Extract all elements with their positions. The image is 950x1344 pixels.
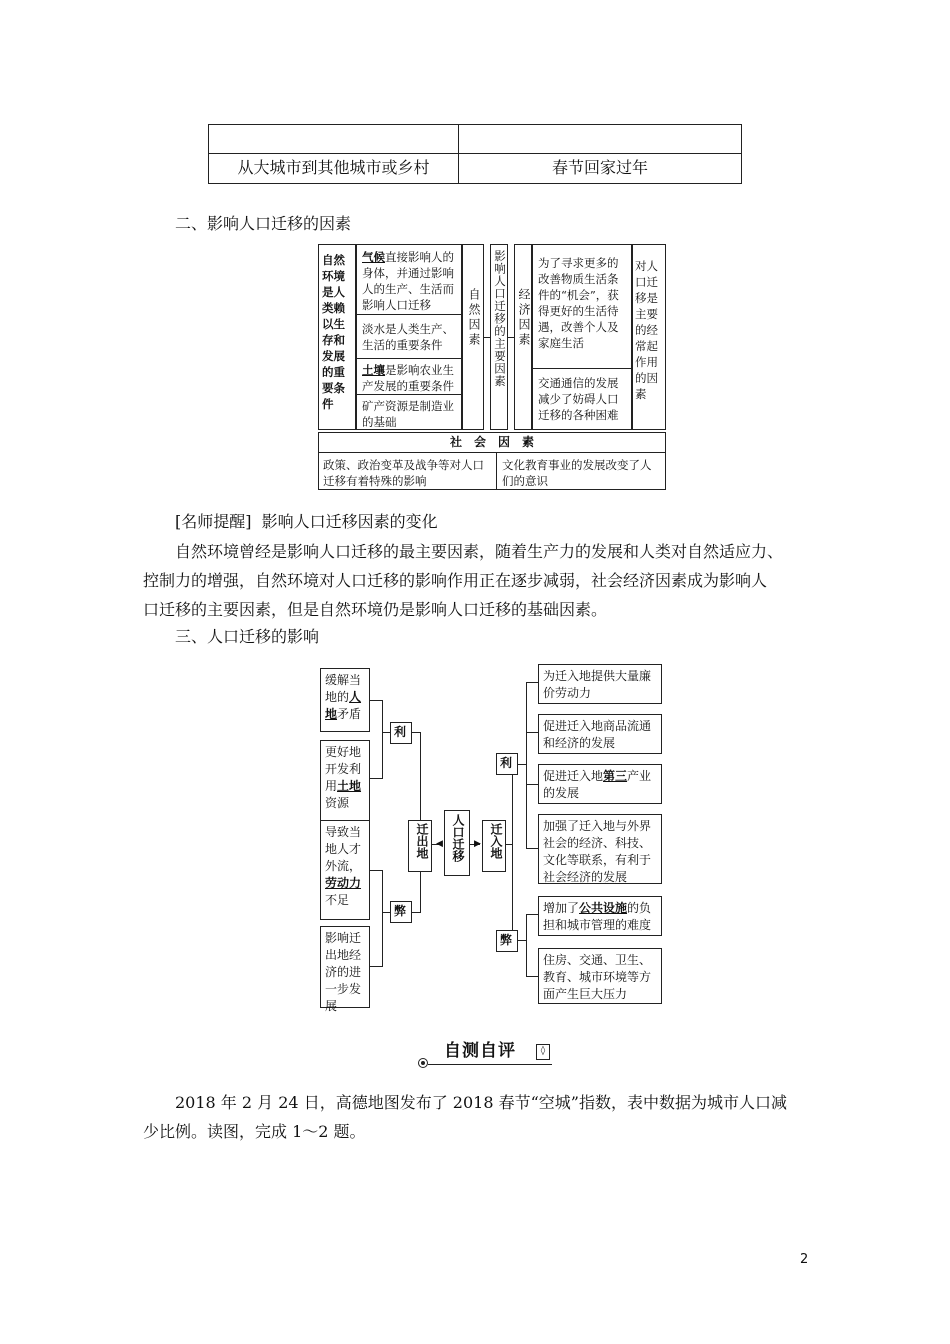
in-con-label: 弊	[496, 930, 518, 952]
tip-tag: [名师提醒]	[175, 512, 252, 531]
natural-item: 气候直接影响人的身体，并通过影响人的生产、生活而影响人口迁移	[362, 250, 454, 312]
out-con-item: 影响迁 出地经 济的进 一步发 展	[320, 926, 370, 1008]
social-item: 政策、政治变革及战争等对人口迁移有着特殊的影响	[323, 458, 484, 488]
bulb-icon: ◊	[536, 1044, 550, 1060]
section-heading: 二、影响人口迁移的因素	[175, 214, 352, 233]
tip-title: 影响人口迁移因素的变化	[261, 512, 438, 531]
self-test-banner	[418, 1040, 558, 1070]
natural-item: 淡水是人类生产、生活的重要条件	[362, 322, 454, 352]
table-cell: 从大城市到其他城市或乡村	[237, 158, 430, 177]
tip-line: 口迁移的主要因素，但是自然环境仍是影响人口迁移的基础因素。	[143, 600, 608, 619]
top-table	[208, 124, 742, 184]
in-pro-item: 加强了迁入地与外界社会的经济、科技、文化等联系，有利于社会经济的发展	[538, 814, 662, 884]
self-test-line: 少比例。读图，完成 1～2 题。	[143, 1122, 366, 1141]
economic-note: 对人口迁移是主要的经常起作用的因素	[635, 259, 658, 401]
tip-line: 自然环境曾经是影响人口迁移的最主要因素，随着生产力的发展和人类对自然适应力、	[175, 542, 784, 561]
in-pro-item: 为迁入地提供大量廉价劳动力	[538, 664, 662, 704]
out-con-item: 导致当 地人才 外流， 劳动力 不足	[320, 820, 370, 920]
out-pro-item: 更好地 开发利 用土地 资源	[320, 740, 370, 822]
in-pro-item: 促进迁入地商品流通和经济的发展	[538, 714, 662, 754]
tip-heading	[175, 508, 438, 536]
migration-center: 人口迁移	[444, 810, 470, 876]
in-pro-item: 促进迁入地第三产业的发展	[538, 764, 662, 804]
factors-diagram	[318, 244, 666, 490]
economic-factor-label: 经济因素	[517, 288, 531, 348]
in-con-item: 增加了公共设施的负担和城市管理的难度	[538, 896, 662, 936]
origin-box: 迁出地	[408, 820, 432, 872]
impacts-diagram: 缓解当 地的人 地矛盾 更好地 开发利 用土地 资源 导致当 地人才 外流， 劳动力 不足 影响迁 出地经 济的进 一步发 展 利 弊 迁出地 ◀ 人口迁移 ▶ 迁入地 利 弊 为迁入地提供大量廉价劳动力 促进迁入地商品流通和经济的发展 促进迁入地第三产业的发展 加强了迁入地与外界社会的经济、科技、文化等联系，有利于社会经济的发展 增加了公共设施的负担和城市管理的难度 住房、交通、卫生、教育、城市环境等方面产生巨大压力	[318, 660, 668, 1008]
out-pro-label: 利	[390, 722, 412, 744]
section-heading: 三、人口迁移的影响	[175, 627, 320, 646]
out-con-label: 弊	[390, 901, 412, 923]
economic-item: 交通通信的发展减少了妨碍人口迁移的各种困难	[538, 376, 619, 422]
out-pro-item: 缓解当 地的人 地矛盾	[320, 668, 370, 732]
in-pro-label: 利	[496, 753, 518, 775]
page-number: 2	[800, 1252, 809, 1267]
tip-line: 控制力的增强，自然环境对人口迁移的影响作用正在逐步减弱，社会经济因素成为影响人	[143, 571, 768, 590]
main-factor-label: 影响人口迁移的主要因素	[493, 250, 507, 388]
natural-item: 矿产资源是制造业的基础	[362, 399, 454, 429]
social-factor-label: 社 会 因 素	[449, 435, 534, 449]
self-test-title: 自测自评	[444, 1041, 516, 1061]
natural-env-label: 自然环境是人类赖以生存和发展的重要条件	[322, 253, 345, 411]
in-con-item: 住房、交通、卫生、教育、城市环境等方面产生巨大压力	[538, 948, 662, 1004]
self-test-line: 2018 年 2 月 24 日，高德地图发布了 2018 春节“空城”指数，表中数据为城市人口减	[175, 1093, 787, 1112]
natural-factor-label: 自然因素	[467, 288, 481, 348]
economic-item: 为了寻求更多的改善物质生活条件的“机会”，获得更好的生活待遇，改善个人及家庭生活	[538, 256, 619, 350]
natural-item: 土壤是影响农业生产发展的重要条件	[362, 363, 454, 393]
destination-box: 迁入地	[482, 820, 506, 872]
table-cell: 春节回家过年	[551, 158, 648, 177]
social-item: 文化教育事业的发展改变了人们的意识	[502, 458, 652, 488]
